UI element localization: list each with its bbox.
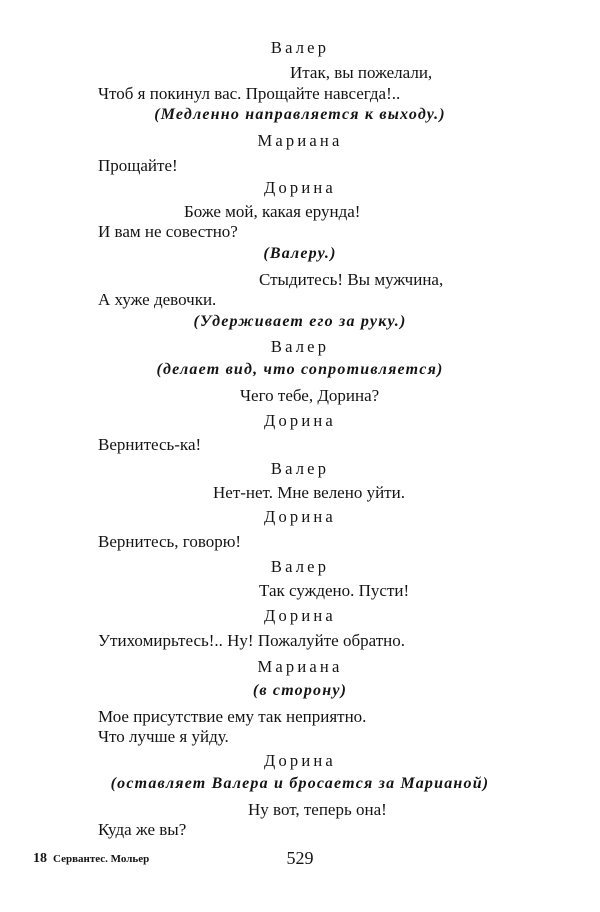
stage-direction: (Медленно направляется к выходу.)	[154, 106, 446, 123]
verse-line: Чтоб я покинул вас. Прощайте навсегда!..	[98, 84, 401, 103]
speaker-name: Дорина	[264, 178, 336, 197]
speaker-name: Валер	[270, 337, 330, 356]
speaker-name: Мариана	[257, 131, 343, 150]
verse-line: Чего тебе, Дорина?	[240, 386, 380, 405]
verse-line: А хуже девочки.	[98, 290, 217, 309]
stage-direction: (делает вид, что сопротивляется)	[156, 361, 444, 378]
speaker-name: Валер	[270, 459, 330, 478]
verse-line: Вернитесь, говорю!	[98, 532, 242, 551]
verse-line: Утихомирьтесь!.. Ну! Пожалуйте обратно.	[98, 631, 405, 650]
verse-line: Прощайте!	[98, 156, 178, 175]
stage-direction: (в сторону)	[252, 682, 348, 699]
speaker-name: Валер	[270, 38, 330, 57]
verse-line: Стыдитесь! Вы мужчина,	[259, 270, 444, 289]
verse-line: Куда же вы?	[98, 820, 187, 839]
verse-line: Боже мой, какая ерунда!	[184, 202, 361, 221]
stage-direction: (Валеру.)	[263, 245, 337, 262]
stage-direction: (Удерживает его за руку.)	[193, 313, 407, 330]
verse-line: Итак, вы пожелали,	[290, 63, 433, 82]
verse-line: Вернитесь-ка!	[98, 435, 202, 454]
stage-direction: (оставляет Валера и бросается за Марианой)	[110, 775, 490, 792]
verse-line: Так суждено. Пусти!	[259, 581, 410, 600]
speaker-name: Дорина	[264, 751, 336, 770]
speaker-name: Дорина	[264, 606, 336, 625]
page-number: 529	[286, 848, 314, 868]
verse-line: Что лучше я уйду.	[98, 727, 229, 746]
verse-line: И вам не совестно?	[98, 222, 238, 241]
speaker-name: Дорина	[264, 507, 336, 526]
verse-line: Ну вот, теперь она!	[248, 800, 387, 819]
verse-line: Нет-нет. Мне велено уйти.	[213, 483, 405, 502]
signature-number: 18	[33, 851, 47, 866]
verse-line: Мое присутствие ему так неприятно.	[98, 707, 367, 726]
speaker-name: Дорина	[264, 411, 336, 430]
speaker-name: Валер	[270, 557, 330, 576]
speaker-name: Мариана	[257, 657, 343, 676]
signature-text: Сервантес. Мольер	[53, 853, 150, 865]
